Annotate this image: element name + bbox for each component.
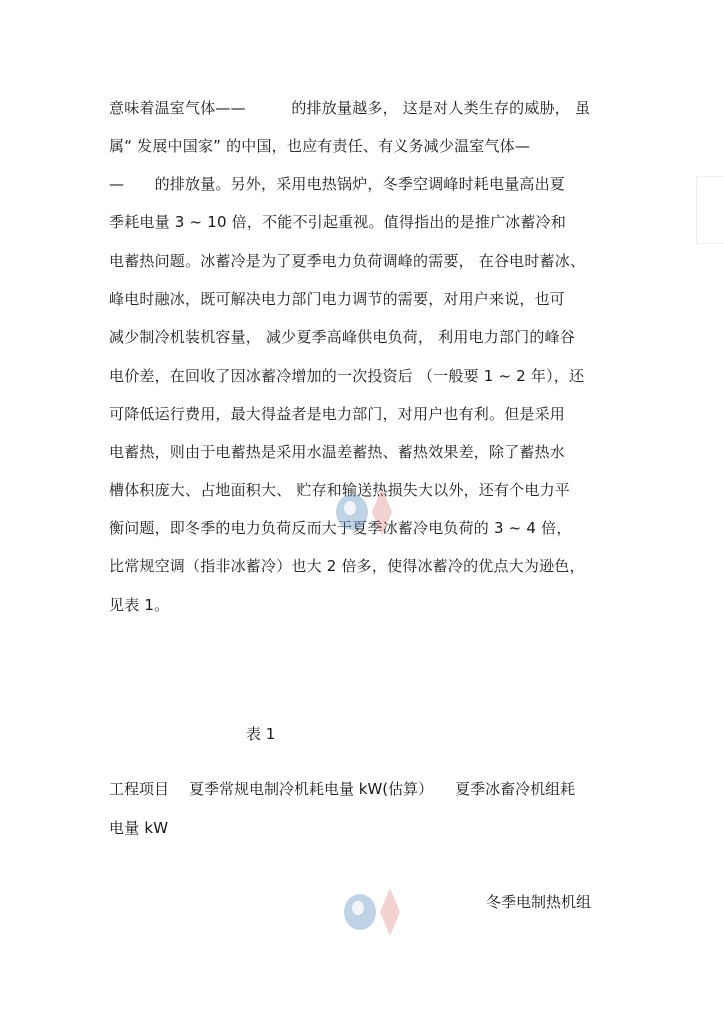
table-header-continuation: 电量 kW [109,819,169,837]
paragraph-line-2: 属“ 发展中国家” 的中国，也应有责任、有义务减少温室气体— [109,137,531,155]
paragraph-line-11: 槽体积庞大、占地面积大、 贮存和输送热损失大以外，还有个电力平 [109,481,570,499]
page-edge-mark [696,176,724,244]
table-header-summer-conventional: 夏季常规电制冷机耗电量 kW(估算） [189,780,434,798]
paragraph-line-10: 电蓄热，则由于电蓄热是采用水温差蓄热、蓄热效果差，除了蓄热水 [109,443,566,461]
paragraph-line-12: 衡问题，即冬季的电力负荷反而大于夏季冰蓄冷电负荷的 3 ~ 4 倍， [109,519,572,537]
paragraph-line-8: 电价差，在回收了因冰蓄冷增加的一次投资后 （一般要 1 ~ 2 年），还 [109,367,585,385]
table-header-summer-ice-storage: 夏季冰畜冷机组耗 [455,780,576,798]
paragraph-line-1: 意味着温室气体—— 的排放量越多， 这是对人类生存的威胁， 虽 [109,99,591,117]
table-caption: 表 1 [246,725,276,743]
paragraph-line-3: — 的排放量。另外，采用电热锅炉，冬季空调峰时耗电量高出夏 [109,175,566,193]
paragraph-line-13: 比常规空调（指非冰蓄冷）也大 2 倍多，使得冰蓄冷的优点大为逊色， [109,557,585,575]
paragraph-line-7: 减少制冷机装机容量， 减少夏季高峰供电负荷， 利用电力部门的峰谷 [109,328,575,346]
paragraph-line-6: 峰电时融冰，既可解决电力部门电力调节的需要，对用户来说，也可 [109,290,566,308]
watermark-droplet-icon [330,478,410,548]
table-cell-winter-heating: 冬季电制热机组 [486,893,592,911]
paragraph-line-14: 见表 1。 [109,596,170,614]
watermark-droplet-icon-2 [338,878,418,948]
table-header-project: 工程项目 [109,780,170,798]
paragraph-line-9: 可降低运行费用，最大得益者是电力部门，对用户也有利。但是采用 [109,405,566,423]
paragraph-line-5: 电蓄热问题。冰蓄冷是为了夏季电力负荷调峰的需要， 在谷电时蓄冰、 [109,252,586,270]
table-header-row [109,779,575,799]
paragraph-line-4: 季耗电量 3 ~ 10 倍，不能不引起重视。值得指出的是推广冰蓄冷和 [109,213,567,231]
